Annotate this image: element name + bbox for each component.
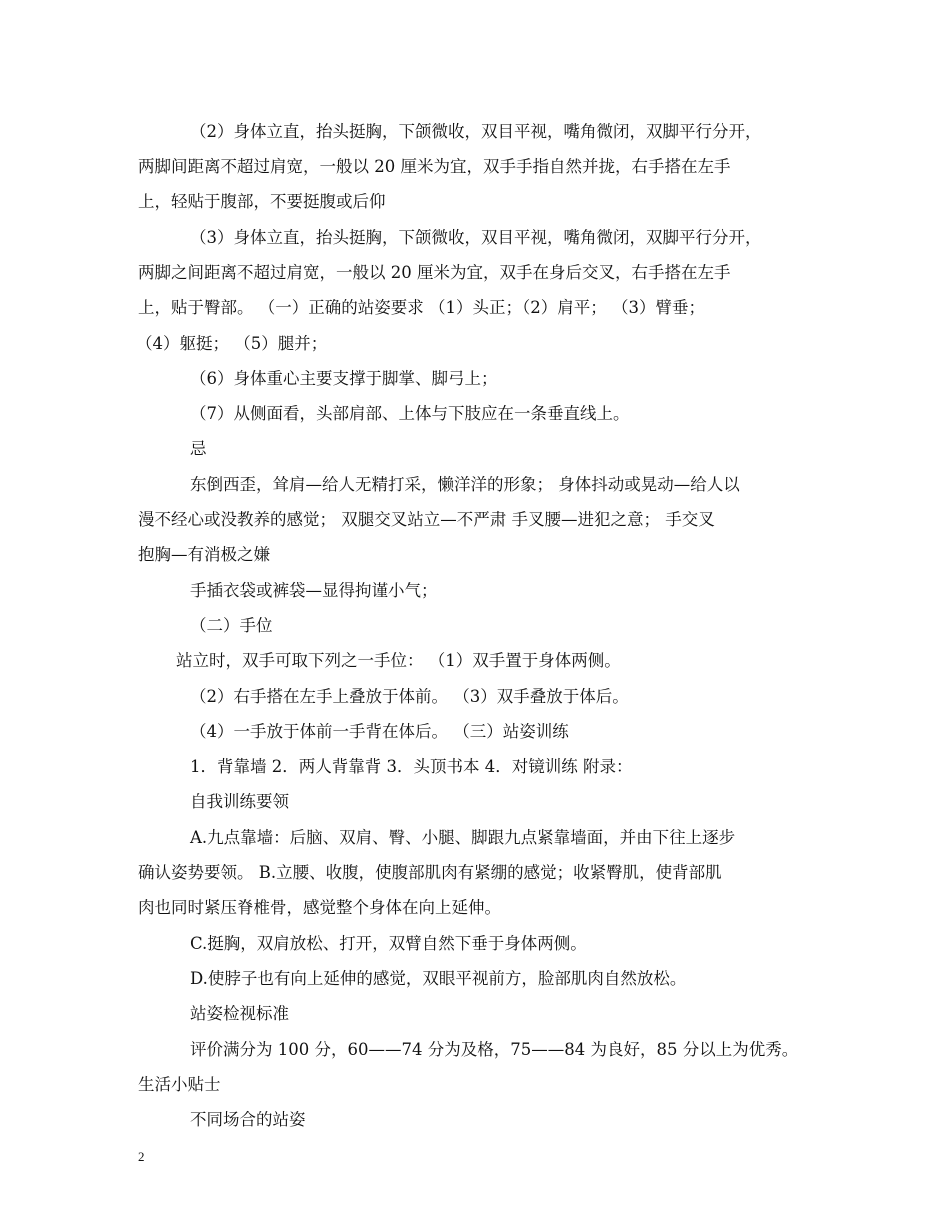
text-line: 确认姿势要领。 B.立腰、收腹，使腹部肌肉有紧绷的感觉；收紧臀肌，使背部肌	[138, 863, 722, 882]
text-line: （4）躯挺； （5）腿并；	[136, 334, 328, 353]
text-line: （3）身体立直，抬头挺胸，下颌微收，双目平视，嘴角微闭，双脚平行分开，	[190, 228, 762, 247]
text-line: 1．背靠墙 2．两人背靠背 3．头顶书本 4．对镜训练 附录：	[190, 757, 633, 776]
text-line: （2）身体立直，抬头挺胸，下颌微收，双目平视，嘴角微闭，双脚平行分开，	[190, 122, 762, 141]
text-line: 抱胸—有消极之嫌	[138, 545, 270, 564]
text-line: 东倒西歪，耸肩—给人无精打采，懒洋洋的形象； 身体抖动或晃动—给人以	[190, 475, 740, 494]
text-line: （2）右手搭在左手上叠放于体前。 （3）双手叠放于体后。	[190, 687, 629, 706]
text-line: 手插衣袋或裤袋—显得拘谨小气；	[190, 581, 438, 600]
page-number: 2	[138, 1149, 145, 1164]
text-line: （4）一手放于体前一手背在体后。 （三）站姿训练	[190, 722, 569, 741]
heading-line: 生活小贴士	[138, 1075, 221, 1094]
text-line: 两脚间距离不超过肩宽，一般以 20 厘米为宜，双手手指自然并拢，右手搭在左手	[138, 157, 731, 176]
text-line: D.使脖子也有向上延伸的感觉，双眼平视前方，脸部肌肉自然放松。	[190, 969, 687, 988]
text-line: 肉也同时紧压脊椎骨，感觉整个身体在向上延伸。	[138, 898, 501, 917]
heading-line: 站姿检视标准	[190, 1004, 289, 1023]
heading-line: 不同场合的站姿	[190, 1110, 306, 1129]
heading-line: 忌	[190, 439, 207, 458]
text-line: （7）从侧面看，头部肩部、上体与下肢应在一条垂直线上。	[190, 404, 630, 423]
heading-line: （二）手位	[190, 616, 273, 635]
text-line: 上，贴于臀部。 （一）正确的站姿要求 （1）头正；（2）肩平； （3）臂垂；	[138, 298, 705, 317]
text-line: 站立时，双手可取下列之一手位： （1）双手置于身体两侧。	[176, 651, 621, 670]
text-line: （6）身体重心主要支撑于脚掌、脚弓上；	[190, 369, 498, 388]
heading-line: 自我训练要领	[190, 792, 289, 811]
text-line: A.九点靠墙：后脑、双肩、臀、小腿、脚跟九点紧靠墙面，并由下往上逐步	[190, 828, 736, 847]
text-line: 上，轻贴于腹部，不要挺腹或后仰	[138, 192, 386, 211]
text-line: C.挺胸，双肩放松、打开，双臂自然下垂于身体两侧。	[190, 934, 587, 953]
text-line: 漫不经心或没教养的感觉； 双腿交叉站立—不严肃 手叉腰—进犯之意； 手交叉	[138, 510, 715, 529]
text-line: 评价满分为 100 分，60——74 分为及格，75——84 为良好，85 分以上为优秀。	[190, 1040, 799, 1059]
text-line: 两脚之间距离不超过肩宽，一般以 20 厘米为宜，双手在身后交叉，右手搭在左手	[138, 263, 731, 282]
